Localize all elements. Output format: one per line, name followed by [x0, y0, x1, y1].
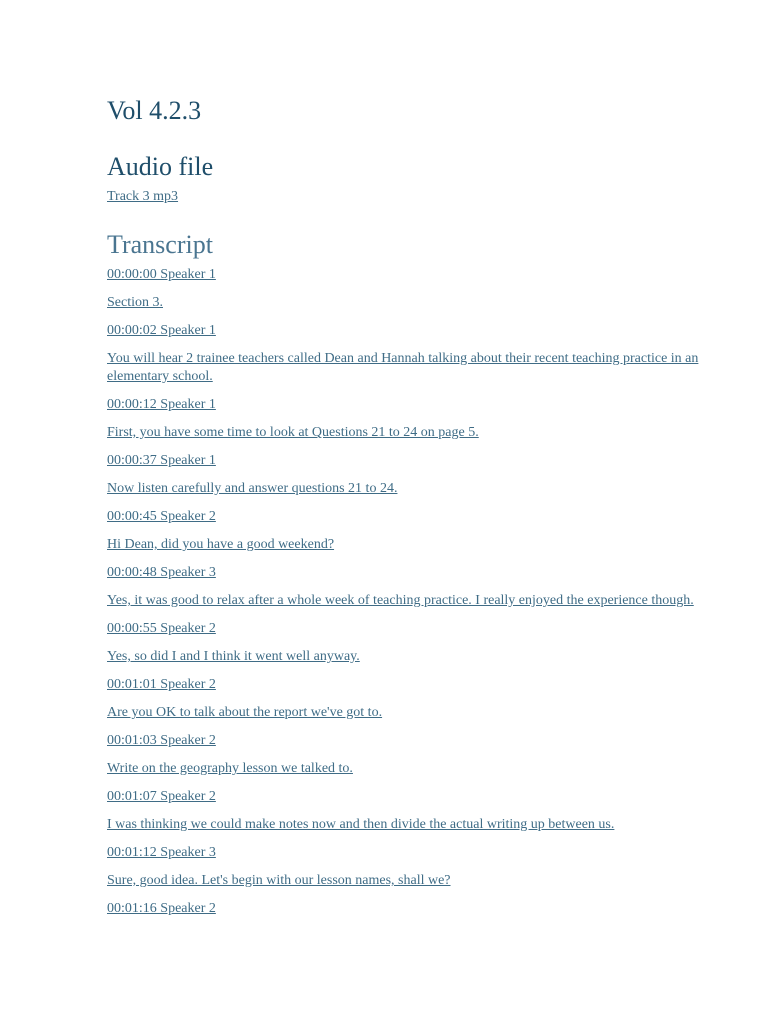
transcript-text-link[interactable]: I was thinking we could make notes now and then divide the actual writing up between us.	[107, 817, 615, 832]
transcript-timestamp-link[interactable]: 00:00:37 Speaker 1	[107, 453, 216, 468]
audio-file-heading: Audio file	[107, 152, 214, 181]
transcript-text-link[interactable]: Yes, so did I and I think it went well anyway.	[107, 649, 360, 664]
transcript-timestamp-link[interactable]: 00:00:12 Speaker 1	[107, 397, 216, 412]
transcript-text-link[interactable]: Sure, good idea. Let's begin with our lesson names, shall we?	[107, 873, 451, 888]
transcript-timestamp-link[interactable]: 00:01:07 Speaker 2	[107, 789, 216, 804]
transcript-text-link[interactable]: Hi Dean, did you have a good weekend?	[107, 537, 335, 552]
transcript-text-link[interactable]: Yes, it was good to relax after a whole week of teaching practice. I really enjoyed the experience though.	[107, 593, 694, 608]
audio-track-link[interactable]: Track 3 mp3	[107, 189, 179, 204]
transcript-timestamp-link[interactable]: 00:00:02 Speaker 1	[107, 323, 216, 338]
transcript-text-link[interactable]: Write on the geography lesson we talked to.	[107, 761, 353, 776]
transcript-timestamp-link[interactable]: 00:00:48 Speaker 3	[107, 565, 216, 580]
transcript-text-link[interactable]: First, you have some time to look at Questions 21 to 24 on page 5.	[107, 425, 479, 440]
transcript-timestamp-link[interactable]: 00:01:16 Speaker 2	[107, 901, 216, 916]
transcript-timestamp-link[interactable]: 00:01:12 Speaker 3	[107, 845, 216, 860]
transcript-timestamp-link[interactable]: 00:00:55 Speaker 2	[107, 621, 216, 636]
transcript-list	[107, 266, 707, 928]
volume-title: Vol 4.2.3	[107, 96, 202, 125]
transcript-timestamp-link[interactable]: 00:00:00 Speaker 1	[107, 267, 216, 282]
transcript-text-link[interactable]: Now listen carefully and answer questions 21 to 24.	[107, 481, 398, 496]
transcript-text-link[interactable]: Section 3.	[107, 295, 163, 310]
transcript-text-link[interactable]: You will hear 2 trainee teachers called Dean and Hannah talking about their recent teaching practice in an elementary school.	[107, 351, 699, 384]
transcript-heading: Transcript	[107, 230, 213, 259]
transcript-timestamp-link[interactable]: 00:00:45 Speaker 2	[107, 509, 216, 524]
transcript-timestamp-link[interactable]: 00:01:01 Speaker 2	[107, 677, 216, 692]
transcript-text-link[interactable]: Are you OK to talk about the report we've got to.	[107, 705, 383, 720]
transcript-timestamp-link[interactable]: 00:01:03 Speaker 2	[107, 733, 216, 748]
